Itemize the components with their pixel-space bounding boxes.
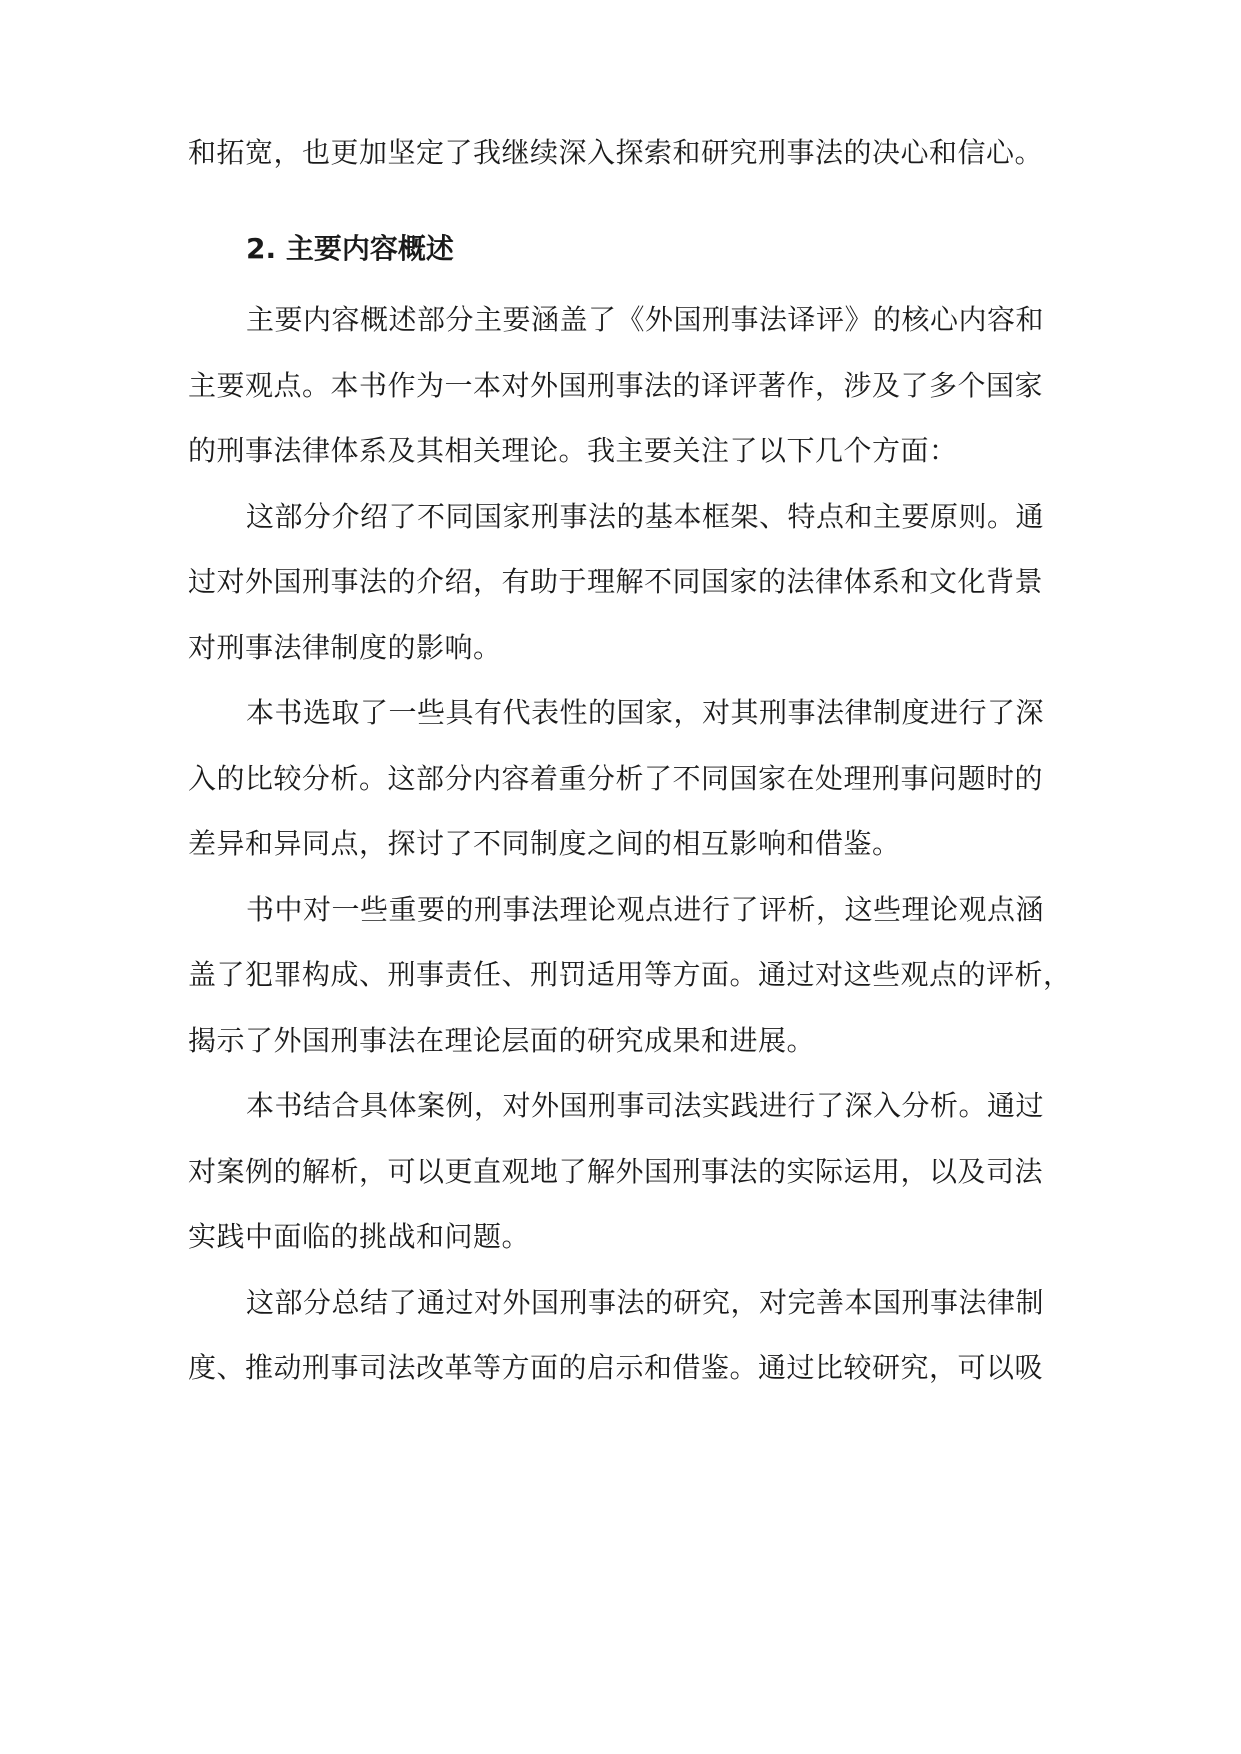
text-line: 主要内容概述部分主要涵盖了《外国刑事法译评》的核心内容和 xyxy=(246,303,1045,336)
text-line: 和拓宽，也更加坚定了我继续深入探索和研究刑事法的决心和信心。 xyxy=(188,136,1044,169)
text-line: 实践中面临的挑战和问题。 xyxy=(188,1220,531,1253)
text-line: 过对外国刑事法的介绍，有助于理解不同国家的法律体系和文化背景 xyxy=(188,565,1044,598)
text-line: 这部分介绍了不同国家刑事法的基本框架、特点和主要原则。通 xyxy=(246,500,1045,533)
text-line: 书中对一些重要的刑事法理论观点进行了评析，这些理论观点涵 xyxy=(246,893,1045,926)
text-line: 度、推动刑事司法改革等方面的启示和借鉴。通过比较研究，可以吸 xyxy=(188,1351,1044,1384)
text-line: 本书结合具体案例，对外国刑事司法实践进行了深入分析。通过 xyxy=(246,1089,1045,1122)
text-line: 揭示了外国刑事法在理论层面的研究成果和进展。 xyxy=(188,1024,816,1057)
text-line: 这部分总结了通过对外国刑事法的研究，对完善本国刑事法律制 xyxy=(246,1286,1045,1319)
text-line: 对案例的解析，可以更直观地了解外国刑事法的实际运用，以及司法 xyxy=(188,1155,1044,1188)
text-line: 主要观点。本书作为一本对外国刑事法的译评著作，涉及了多个国家 xyxy=(188,369,1044,402)
section-heading: 2. 主要内容概述 xyxy=(246,232,454,265)
text-line: 盖了犯罪构成、刑事责任、刑罚适用等方面。通过对这些观点的评析， xyxy=(188,958,1072,991)
text-line: 对刑事法律制度的影响。 xyxy=(188,631,502,664)
text-line: 入的比较分析。这部分内容着重分析了不同国家在处理刑事问题时的 xyxy=(188,762,1044,795)
text-line: 的刑事法律体系及其相关理论。我主要关注了以下几个方面： xyxy=(188,434,958,467)
text-line: 本书选取了一些具有代表性的国家，对其刑事法律制度进行了深 xyxy=(246,696,1045,729)
text-line: 差异和异同点，探讨了不同制度之间的相互影响和借鉴。 xyxy=(188,827,901,860)
